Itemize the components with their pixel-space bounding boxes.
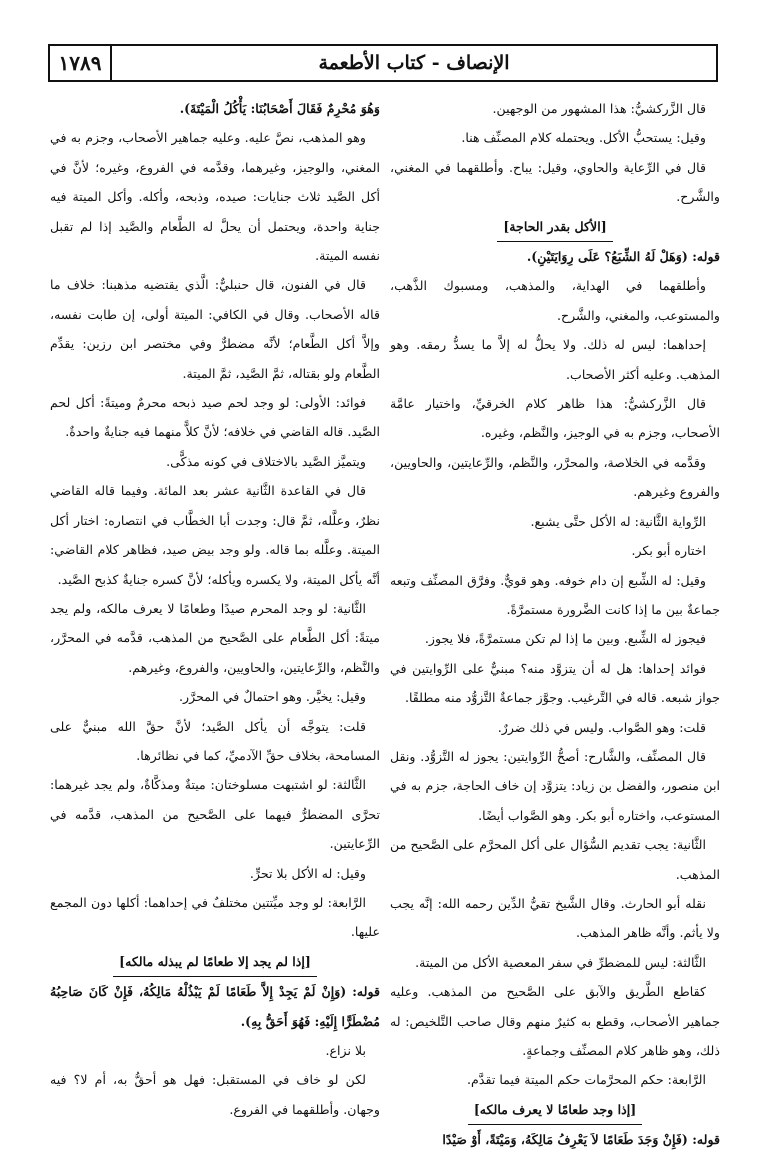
paragraph: قلت: وهو الصَّواب. وليس في ذلك ضررٌ. — [497, 719, 706, 735]
paragraph: قلت: يتوجَّه أن يأكل الصَّيد؛ لأنَّ حقَّ الله مبنيٌّ على المسامحة، بخلاف حقِّ الآدميِّ، كما في نظائرها. — [50, 718, 380, 763]
paragraph: كقاطع الطَّريق والآبق على الصَّحيح من المذهب. وعليه جماهير الأصحاب، وقطع به كثيرٌ منهم وقال صاحب التَّلخيص: له ذلك، وهو ظاهر كلام المصنِّف وجماعةٍ. — [390, 984, 720, 1058]
paragraph: فيجوز له الشِّبع. وبين ما إذا لم تكن مستمرَّةً، فلا يجوز. — [424, 631, 706, 647]
paragraph: قال الزَّركشيُّ: هذا ظاهر كلام الخرقيِّ، واختيار عامَّة الأصحاب، وجزم به في الوجيز، والنَّظم، وغيره. — [390, 396, 720, 441]
section-heading-text: [الأكل بقدر الحاجة] — [497, 212, 612, 242]
paragraph: ويتميَّز الصَّيد بالاختلاف في كونه مذكًّى. — [166, 453, 366, 469]
paragraph: اختاره أبو بكر. — [631, 543, 706, 559]
section-heading — [390, 212, 720, 242]
quoted-text: قوله: (وَهَلْ لَهُ الشِّبَعُ؟ عَلَى رِوَايَتَيْنِ). — [526, 249, 720, 265]
left-column — [50, 94, 380, 1117]
section-heading-text: [إذا وجد طعامًا لا يعرف مالكه] — [468, 1095, 642, 1125]
quoted-text: وَهُوَ مُحْرِمٌ فَقَالَ أَصْحَابُنَا: يَأْكُلُ الْمَيْتَةَ). — [179, 101, 380, 116]
paragraph: الثَّانية: لو وجد المحرم صيدًا وطعامًا لا يعرف مالكه، ولم يجد ميتةً: أكل الطَّعام على الصَّحيح من المذهب، قدَّمه في المحرَّر، والنَّظم، والرِّعايتين، والحاويين، والفروع، وغيرهم. — [50, 600, 380, 675]
paragraph: فوائد: الأولى: لو وجد لحم صيد ذبحه محرمٌ وميتةً: أكل لحم الصَّيد. قاله القاضي في خلافه؛ لأنَّ كلاًّ منهما فيه جنايةٌ واحدةٌ. — [50, 395, 380, 440]
paragraph: قال الزَّركشيُّ: هذا المشهور من الوجهين. — [492, 101, 706, 116]
paragraph: وقيل: يستحبُّ الأكل. ويحتمله كلام المصنِّف هنا. — [461, 130, 706, 146]
paragraph: الثَّالثة: ليس للمضطرِّ في سفر المعصية الأكل من الميتة. — [415, 954, 706, 970]
section-heading-text: [إذا لم يجد إلا طعامًا لم يبذله مالكه] — [113, 947, 317, 977]
paragraph: قال في القاعدة الثَّانية عشر بعد المائة. وفيما قاله القاضي نظرٌ، وعلَّله، ثمَّ قال: وجدت أبا الخطَّاب في انتصاره: اختار أكل الميتة. وعلَّله بما قاله. ولو وجد بيض صيد، فظاهر كلام القاضي: أنَّه يأكل الميتة، ولا يكسره ويأكله؛ لأنَّ كسره جنايةٌ كذبح الصَّيد. — [50, 483, 380, 587]
paragraph: الرَّابعة: لو وجد ميِّتتين مختلفٌ في إحداهما: أكلها دون المجمع عليها. — [50, 894, 380, 940]
paragraph: الثَّانية: يجب تقديم السُّؤال على أكل المحرَّم على الصَّحيح من المذهب. — [390, 837, 720, 882]
paragraph: الرِّواية الثَّانية: له الأكل حتَّى يشبع. — [530, 513, 706, 529]
paragraph: الرَّابعة: حكم المحرَّمات حكم الميتة فيما تقدَّم. — [467, 1072, 706, 1088]
right-column — [390, 94, 720, 1148]
page-header — [48, 44, 718, 82]
quoted-text: قوله: (فَإِنْ وَجَدَ طَعَامًا لاَ يَعْرِفُ مَالِكَهُ، وَمَيْتَةً، أَوْ صَيْدًا — [442, 1132, 720, 1148]
section-heading — [50, 947, 380, 977]
paragraph: وهو المذهب، نصَّ عليه. وعليه جماهير الأصحاب، وجزم به في المغني، والوجيز، وغيرهما، وقدَّمه في الفروع، وغيره؛ لأنَّ في أكل الصَّيد ثلاث جنايات: صيده، وذبحه، وأكله. وأكل الميتة فيه جناية واحدة، ويحتمل أن يحلَّ له الطَّعام والصَّيد إذا لم تقبل نفسه الميتة. — [50, 130, 380, 264]
paragraph: فوائد إحداها: هل له أن يتزوَّد منه؟ مبنيٌّ على الرِّوايتين في جواز شبعه. قاله في التَّرغيب. وجوَّز جماعةٌ التَّزوُّد منه مطلقًا. — [390, 660, 720, 706]
paragraph: وقدَّمه في الخلاصة، والمحرَّر، والنَّظم، والرِّعايتين، والحاويين، والفروع وغيرهم. — [390, 454, 720, 500]
section-heading — [390, 1095, 720, 1125]
paragraph: بلا نزاع. — [325, 1043, 366, 1058]
paragraph: وقيل: له الأكل بلا تحرٍّ. — [249, 865, 366, 881]
page-number: ١٧٨٩ — [50, 46, 112, 80]
paragraph: وقيل: له الشِّبع إن دام خوفه. وهو قويٌّ. وفرَّق المصنِّف وتبعه جماعةٌ بين ما إذا كانت الضَّرورة مستمرَّةً. — [390, 572, 720, 617]
running-title: الإنصاف - كتاب الأطعمة — [318, 52, 510, 74]
paragraph: نقله أبو الحارث. وقال الشَّيخ تقيُّ الدِّين رحمه الله: إنَّه يجب ولا يأثم. وأنَّه ظاهر المذهب. — [390, 895, 720, 941]
paragraph: قال المصنِّف، والشَّارح: أصحُّ الرِّوايتين: يجوز له التَّزوُّد. ونقل ابن منصور، والفضل بن زياد: يتزوَّد إن خاف الحاجة، جزم به في المستوعب، واختاره أبو بكر. وهو الصَّواب أيضًا. — [390, 748, 720, 823]
paragraph: إحداهما: ليس له ذلك. ولا يحلُّ له إلاَّ ما يسدُّ رمقه. وهو المذهب. وعليه أكثر الأصحاب. — [390, 337, 720, 382]
quoted-text: قوله: (وَإِنْ لَمْ يَجِدْ إِلاَّ طَعَامًا لَمْ يَبْذُلْهُ مَالِكُهُ، فَإِنْ كَانَ صَاحِبُهُ مُضْطَرًّا إِلَيْهِ: فَهُوَ أَحَقُّ بِهِ). — [50, 984, 380, 1029]
paragraph: قال في الفنون، قال حنبليٌّ: الَّذي يقتضيه مذهبنا: خلاف ما قاله الأصحاب. وقال في الكافي: الميتة أولى، إن طابت نفسه، وإلاَّ أكل الطَّعام؛ لأنَّه مضطرٌّ وفي مختصر ابن رزين: يقدِّم الطَّعام ولو بقتاله، ثمَّ الصَّيد، ثمَّ الميتة. — [50, 277, 380, 381]
paragraph: وقيل: يخيَّر. وهو احتمالٌ في المحرَّر. — [179, 689, 366, 705]
paragraph: وأطلقهما في الهداية، والمذهب، ومسبوك الذَّهب، والمستوعب، والمغني، والشَّرح. — [390, 278, 720, 323]
paragraph: لكن لو خاف في المستقبل: فهل هو أحقُّ به، أم لا؟ فيه وجهان. وأطلقهما في الفروع. — [50, 1072, 380, 1117]
paragraph: الثَّالثة: لو اشتبهت مسلوختان: ميتةٌ ومذكَّاةٌ، ولم يجد غيرهما: تحرَّى المضطرُّ فيهما على الصَّحيح من المذهب، قدَّمه في الرِّعايتين. — [50, 777, 380, 852]
paragraph: قال في الرِّعاية والحاوي، وقيل: يباح. وأطلقهما في المغني، والشَّرح. — [390, 159, 720, 205]
